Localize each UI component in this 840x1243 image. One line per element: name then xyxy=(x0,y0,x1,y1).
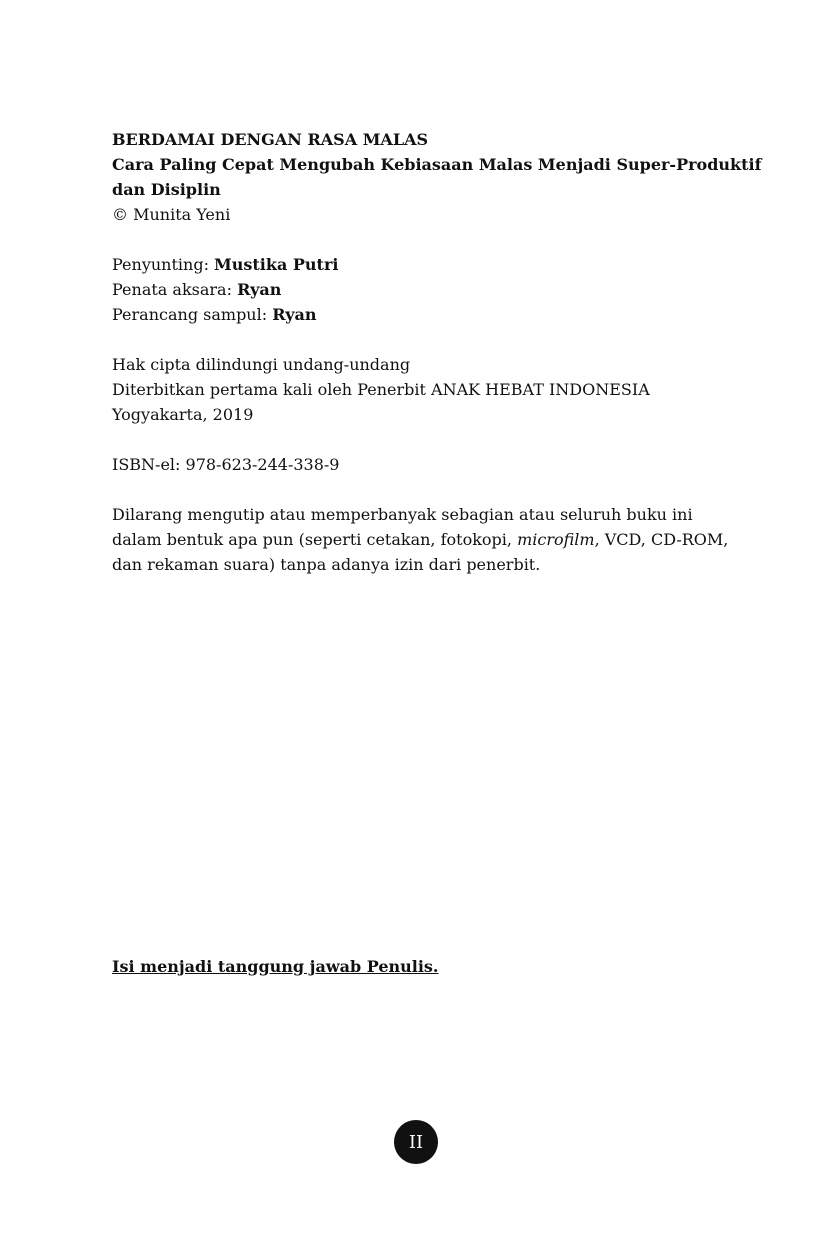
book-subtitle-line-2: dan Disiplin xyxy=(112,180,221,199)
place-year-line: Yogyakarta, 2019 xyxy=(112,405,254,424)
book-title: BERDAMAI DENGAN RASA MALAS xyxy=(112,130,429,149)
notice-line-2 xyxy=(112,527,752,552)
cover-designer-line xyxy=(112,302,752,327)
isbn-block xyxy=(112,452,752,477)
copyright-line: © Munita Yeni xyxy=(112,205,231,224)
typesetter-line xyxy=(112,277,752,302)
page-number: II xyxy=(408,1131,424,1153)
title-block xyxy=(112,127,762,227)
copyright-notice xyxy=(112,502,752,577)
responsibility-statement: Isi menjadi tanggung jawab Penulis. xyxy=(112,957,439,976)
typesetter-name: Ryan xyxy=(237,280,282,299)
book-subtitle-line-1: Cara Paling Cepat Mengubah Kebiasaan Malas Menjadi Super-Produktif xyxy=(112,155,762,174)
notice-line-2-start: dalam bentuk apa pun (seperti cetakan, fotokopi, xyxy=(112,530,518,549)
rights-line: Hak cipta dilindungi undang-undang xyxy=(112,355,411,374)
notice-line-2-end: , VCD, CD-ROM, xyxy=(594,530,729,549)
credits-block xyxy=(112,252,752,327)
cover-designer-name: Ryan xyxy=(272,305,317,324)
publisher-line: Diterbitkan pertama kali oleh Penerbit ANAK HEBAT INDONESIA xyxy=(112,380,650,399)
editor-label: Penyunting: xyxy=(112,255,215,274)
editor-name: Mustika Putri xyxy=(214,255,339,274)
page-number-badge xyxy=(394,1120,438,1164)
typesetter-label: Penata aksara: xyxy=(112,280,238,299)
notice-microfilm: microfilm xyxy=(517,530,595,549)
notice-line-1: Dilarang mengutip atau memperbanyak sebagian atau seluruh buku ini xyxy=(112,505,693,524)
editor-line xyxy=(112,252,752,277)
cover-designer-label: Perancang sampul: xyxy=(112,305,273,324)
isbn-line: ISBN-el: 978-623-244-338-9 xyxy=(112,455,340,474)
publication-block xyxy=(112,352,752,427)
notice-line-3: dan rekaman suara) tanpa adanya izin dari penerbit. xyxy=(112,555,541,574)
